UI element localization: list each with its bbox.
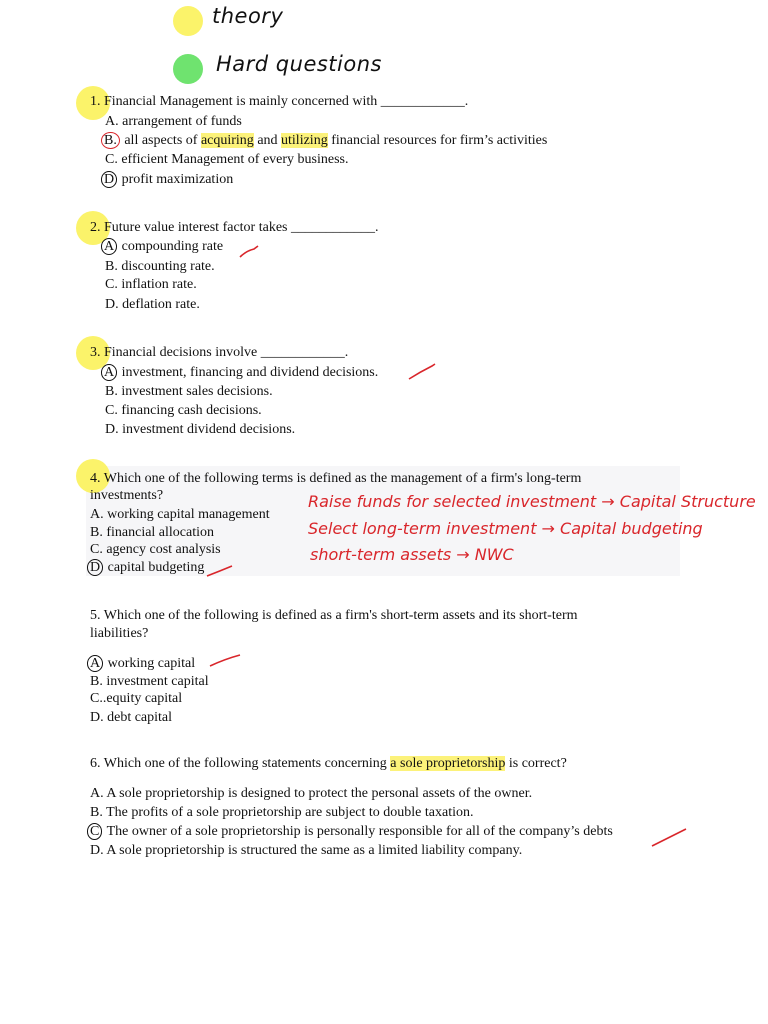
q5-stem-line1: 5. Which one of the following is defined as a firm's short-term assets and its short-term	[90, 608, 578, 623]
q5-option-b: B. investment capital	[90, 674, 209, 689]
q4-option-d-circle: D	[87, 559, 103, 576]
q5-option-d: D. debt capital	[90, 710, 173, 725]
q6-stem: 6. Which one of the following statements concerning a sole proprietorship is correct?	[90, 756, 567, 771]
hard-legend-label: Hard questions	[216, 52, 382, 76]
q4-stem-line1: 4. Which one of the following terms is defined as the management of a firm's long-term	[90, 471, 582, 486]
q2-option-d: D. deflation rate.	[105, 297, 200, 312]
highlight: utilizing	[281, 133, 328, 148]
q3-option-b: B. investment sales decisions.	[105, 384, 273, 399]
q6-option-a: A. A sole proprietorship is designed to protect the personal assets of the owner.	[90, 786, 533, 801]
q1-option-c: C. efficient Management of every business.	[105, 152, 349, 167]
q2-option-c: C. inflation rate.	[105, 277, 197, 292]
q6-option-c: C The owner of a sole proprietorship is personally responsible for all of the company’s debts	[90, 823, 613, 841]
q1-option-d: D profit maximization	[105, 171, 233, 189]
q2-option-b: B. discounting rate.	[105, 259, 215, 274]
q5-stem-line2: liabilities?	[90, 626, 149, 641]
q1-option-d-circle: D	[101, 171, 117, 188]
theory-legend-label: theory	[212, 4, 284, 28]
q6-option-c-circle: C	[87, 823, 102, 840]
q3-option-a-circle: A	[101, 364, 117, 381]
q3-option-d: D. investment dividend decisions.	[105, 422, 296, 437]
q5-option-c: C..equity capital	[90, 691, 183, 706]
highlight: acquiring	[200, 133, 254, 148]
q2-stem: 2. Future value interest factor takes ____________.	[90, 220, 379, 235]
highlight: a sole proprietorship	[390, 756, 506, 771]
q6-check-mark	[652, 829, 686, 846]
q2-check-mark	[240, 246, 258, 257]
q3-option-c: C. financing cash decisions.	[105, 403, 262, 418]
q3-stem: 3. Financial decisions involve ____________.	[90, 345, 349, 360]
q3-check-mark	[409, 364, 435, 379]
q4-note-capital-budgeting: Select long-term investment → Capital budgeting	[308, 519, 703, 538]
q4-stem-line2: investments?	[90, 488, 164, 503]
q4-option-d: D capital budgeting	[90, 559, 204, 577]
q1-option-a: A. arrangement of funds	[105, 114, 242, 129]
q5-option-a-circle: A	[87, 655, 103, 672]
q4-check-mark	[207, 566, 232, 576]
q4-option-a: A. working capital management	[90, 507, 270, 522]
q1-stem: 1. Financial Management is mainly concerned with ____________.	[90, 94, 469, 109]
q1-option-b: B. all aspects of acquiring and utilizing financial resources for firm’s activities	[105, 132, 547, 150]
q4-note-nwc: short-term assets → NWC	[310, 545, 514, 564]
q3-option-a: A investment, financing and dividend decisions.	[105, 364, 378, 382]
q4-note-capital-structure: Raise funds for selected investment → Capital Structure	[308, 492, 756, 511]
q6-option-d: D. A sole proprietorship is structured the same as a limited liability company.	[90, 843, 523, 858]
q4-option-b: B. financial allocation	[90, 525, 215, 540]
q5-option-a: A working capital	[90, 655, 195, 673]
q6-option-b: B. The profits of a sole proprietorship are subject to double taxation.	[90, 805, 474, 820]
q4-option-c: C. agency cost analysis	[90, 542, 221, 557]
q5-check-mark	[210, 655, 240, 666]
q2-option-a: A compounding rate	[105, 238, 223, 256]
q2-option-a-circle: A	[101, 238, 117, 255]
q1-option-b-circle: B.	[101, 132, 120, 149]
